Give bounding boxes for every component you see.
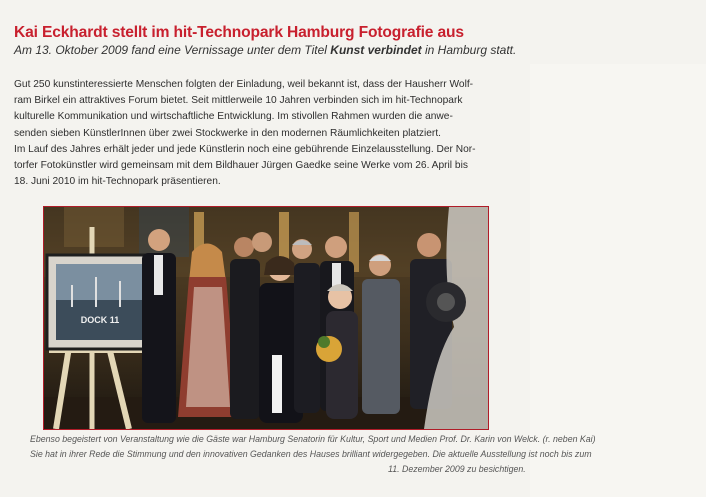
subtitle-highlight: Kunst verbindet	[330, 43, 422, 57]
group-photo-illustration	[44, 207, 488, 429]
subtitle-suffix: in Hamburg statt.	[421, 43, 517, 57]
photo-caption	[30, 432, 690, 477]
subtitle-prefix: Am 13. Oktober 2009 fand eine Vernissage unter dem Titel	[14, 43, 331, 57]
caption-line: Sie hat in ihrer Rede die Stimmung und den innovativen Gedanken des Hauses brilliant widergegeben. Die aktuelle Ausstellung ist noch bis zum	[30, 449, 592, 459]
caption-line: 11. Dezember 2009 zu besichtigen.	[388, 464, 526, 474]
article-title: Kai Eckhardt stellt im hit-Technopark Hamburg Fotografie aus	[14, 24, 464, 41]
body-line: torfer Fotokünstler wird gemeinsam mit dem Bildhauer Jürgen Gaedke seine Werke vom 26. April bis	[14, 160, 468, 172]
article-subtitle	[14, 43, 704, 57]
body-line: senden sieben KünstlerInnen über zwei Stockwerke in den modernen Räumlichkeiten platziert.	[14, 127, 441, 139]
body-line: ram Birkel ein attraktives Forum bietet. Seit mittlerweile 10 Jahren verbinden sich im hit-Technopark	[14, 95, 463, 107]
body-line: Im Lauf des Jahres erhält jeder und jede Künstlerin noch eine gebührende Einzelausstellung. Der Nor-	[14, 143, 476, 155]
body-line: Gut 250 kunstinteressierte Menschen folgten der Einladung, weil bekannt ist, dass der Hausherr Wolf-	[14, 79, 474, 90]
easel-sign-text: DOCK 11	[80, 315, 120, 325]
caption-line: Ebenso begeistert von Veranstaltung wie die Gäste war Hamburg Senatorin für Kultur, Sport und Medien Prof. Dr. Karin von Welck. (r. neben Kai)	[30, 434, 596, 444]
article-body	[14, 77, 534, 190]
body-line: 18. Juni 2010 im hit-Technopark präsentieren.	[14, 176, 221, 188]
group-photo	[43, 206, 489, 430]
body-line: kulturelle Kommunikation und wirtschaftliche Entwicklung. Im stivollen Rahmen wurden die anwe-	[14, 111, 453, 123]
